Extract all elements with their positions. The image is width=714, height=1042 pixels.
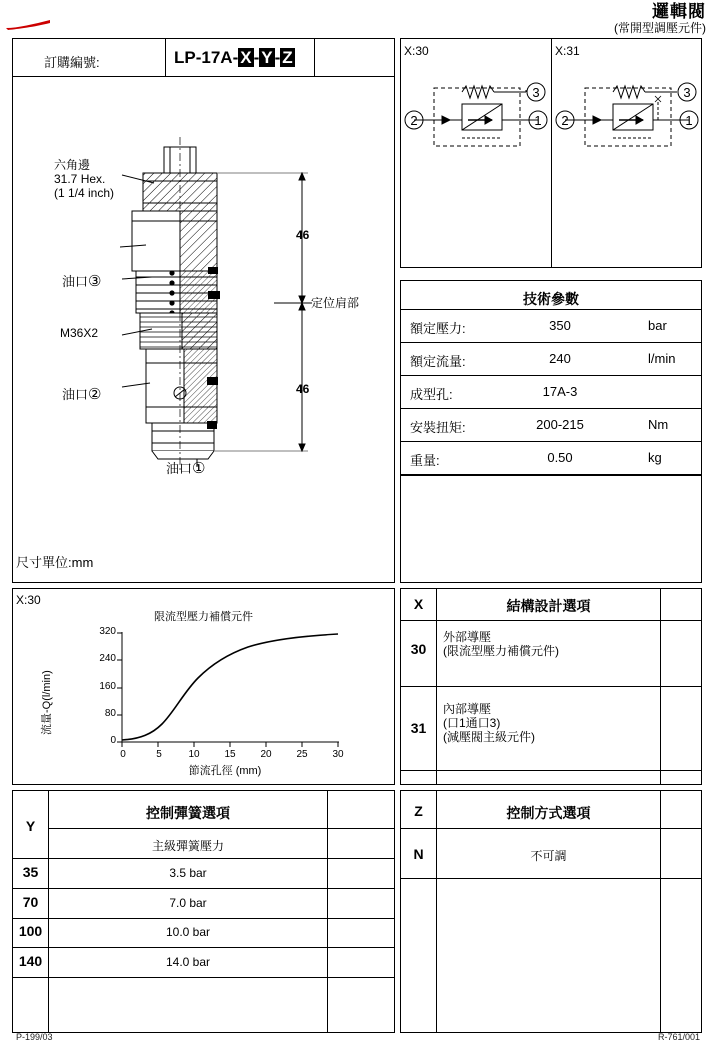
- table-x-row-divider-2: [400, 770, 702, 771]
- chart-corner-label: X:30: [16, 593, 41, 607]
- table-y: [12, 790, 395, 1033]
- hex-label-line2: 31.7 Hex.: [54, 172, 106, 186]
- table-z-row-divider-1: [400, 878, 702, 879]
- table-x-text-1: [443, 702, 535, 744]
- ordering-code-x: X: [240, 48, 252, 67]
- ordering-code-dash2: -: [274, 48, 281, 67]
- ordering-code-y: Y: [261, 48, 273, 67]
- svg-text:2: 2: [561, 113, 569, 128]
- chart-xtick-2: 10: [188, 749, 200, 760]
- tech-row-divider-4: [400, 441, 702, 442]
- symbol-right-label: X:31: [555, 44, 580, 58]
- tech-row-unit-3: Nm: [648, 417, 669, 432]
- port2-label: 油口②: [62, 386, 102, 403]
- table-x-key-header: X: [413, 596, 424, 612]
- hex-label-line1: 六角邊: [54, 158, 91, 172]
- table-y-value-0: 3.5 bar: [169, 866, 207, 880]
- table-y-row-divider-4: [12, 977, 395, 978]
- table-z-title: 控制方式選項: [506, 805, 591, 821]
- port3-label: 油口③: [62, 273, 102, 290]
- tech-row-value-0: 350: [549, 318, 571, 333]
- table-x-row-divider-1: [400, 686, 702, 687]
- hydraulic-symbol-x30: [400, 60, 551, 180]
- table-y-row-divider-2: [12, 918, 395, 919]
- tech-header-divider: [400, 309, 702, 310]
- table-y-value-1: 7.0 bar: [169, 896, 207, 910]
- table-x-title: 結構設計選項: [506, 598, 591, 614]
- table-z-key-column-divider: [436, 790, 437, 1033]
- table-y-subtitle: 主級彈簧壓力: [151, 839, 224, 853]
- tech-row-unit-0: bar: [648, 318, 667, 333]
- chart-xtick-1: 5: [156, 749, 162, 760]
- ordering-code-prefix: LP-17A-: [174, 48, 239, 67]
- tech-row-divider-3: [400, 408, 702, 409]
- page-subtitle: (常開型調壓元件): [614, 21, 706, 35]
- ordering-code-z: Z: [282, 48, 293, 67]
- table-y-key-header: Y: [25, 818, 36, 834]
- svg-text:1: 1: [534, 113, 542, 128]
- chart-xtick-5: 25: [296, 749, 308, 760]
- table-y-title: 控制彈簧選項: [146, 805, 230, 821]
- tech-row-divider-2: [400, 375, 702, 376]
- tech-row-name-2: 成型孔:: [410, 387, 453, 402]
- chart-xtick-0: 0: [120, 749, 126, 760]
- tech-row-name-4: 重量:: [410, 453, 440, 468]
- chart-ytick-2: 160: [99, 681, 116, 692]
- table-x-text-0-line1: (限流型壓力補償元件): [443, 644, 559, 658]
- table-y-right-column-divider: [327, 790, 328, 1033]
- table-z-key-0: N: [413, 846, 424, 862]
- ordering-code-dash1: -: [253, 48, 260, 67]
- tech-row-name-3: 安裝扭矩:: [410, 420, 466, 435]
- dim-46-top-text: 46: [296, 228, 310, 242]
- table-x-text-1-line2: (減壓閥主級元件): [443, 730, 535, 744]
- table-x-key-0: 30: [410, 641, 427, 657]
- table-x-text-0: [443, 630, 559, 658]
- svg-text:3: 3: [532, 85, 540, 100]
- symbol-left-label: X:30: [404, 44, 429, 58]
- table-z-value-0: 不可調: [530, 849, 567, 863]
- tech-table-title: 技術參數: [523, 291, 579, 307]
- chart-title: 限流型壓力補償元件: [154, 611, 253, 623]
- svg-text:1: 1: [685, 113, 693, 128]
- chart-ytick-4: 320: [99, 626, 116, 637]
- ordering-code: [174, 48, 295, 68]
- table-y-key-0: 35: [22, 864, 39, 880]
- footer-left: P-199/03: [16, 1032, 53, 1042]
- table-x-text-0-line0: 外部導壓: [443, 630, 492, 644]
- table-z-header-divider: [400, 828, 702, 829]
- table-y-key-2: 100: [18, 923, 43, 939]
- ordering-label: 訂購編號:: [44, 55, 100, 70]
- table-y-row-divider-3: [12, 947, 395, 948]
- page-title: 邏輯閥: [652, 2, 706, 21]
- tech-row-value-2: 17A-3: [542, 384, 578, 399]
- chart-xtick-6: 30: [332, 749, 344, 760]
- thread-label: M36X2: [60, 326, 99, 340]
- svg-text:3: 3: [683, 85, 691, 100]
- chart-xtick-3: 15: [224, 749, 236, 760]
- hydraulic-symbol-x31: [551, 60, 702, 180]
- footer-right: R-761/001: [657, 1032, 700, 1042]
- table-z-right-column-divider: [660, 790, 661, 1033]
- port1-label: 油口①: [166, 460, 206, 477]
- table-y-row-divider-1: [12, 888, 395, 889]
- brand-swoosh-icon: [6, 20, 52, 30]
- svg-text:2: 2: [410, 113, 418, 128]
- hex-label: [54, 158, 114, 200]
- table-y-key-3: 140: [18, 953, 43, 969]
- chart-x-axis-label: 節流孔徑 (mm): [188, 765, 262, 777]
- tech-filler-panel: [400, 475, 702, 583]
- tech-row-value-4: 0.50: [547, 450, 573, 465]
- tech-row-value-3: 200-215: [536, 417, 584, 432]
- tech-row-name-1: 額定流量:: [410, 354, 466, 369]
- table-y-value-2: 10.0 bar: [165, 925, 211, 939]
- locating-shoulder-label: 定位肩部: [311, 296, 360, 310]
- chart-ytick-3: 240: [99, 653, 116, 664]
- table-y-header-divider: [48, 828, 395, 829]
- tech-row-divider-1: [400, 342, 702, 343]
- chart-xtick-4: 20: [260, 749, 272, 760]
- tech-row-value-1: 240: [549, 351, 571, 366]
- units-label: 尺寸單位:mm: [16, 555, 94, 570]
- chart-ytick-1: 80: [104, 708, 116, 719]
- table-x-header-divider: [400, 620, 702, 621]
- table-z: [400, 790, 702, 1033]
- table-x-text-1-line1: (口1通口3): [443, 716, 501, 730]
- table-y-value-3: 14.0 bar: [165, 955, 211, 969]
- table-z-key-header: Z: [414, 803, 423, 819]
- chart-y-axis-label: 流量-Q(l/min): [41, 670, 53, 735]
- table-x-text-1-line0: 內部導壓: [443, 702, 492, 716]
- tech-row-name-0: 額定壓力:: [410, 321, 466, 336]
- tech-row-unit-4: kg: [648, 450, 662, 465]
- table-y-subheader-divider: [12, 858, 395, 859]
- chart-ytick-0: 0: [110, 735, 116, 746]
- dim-46-bottom-text: 46: [296, 382, 310, 396]
- tech-row-unit-1: l/min: [648, 351, 676, 366]
- table-y-key-1: 70: [22, 894, 39, 910]
- hex-label-line3: (1 1/4 inch): [54, 186, 115, 200]
- table-x-key-1: 31: [410, 720, 427, 736]
